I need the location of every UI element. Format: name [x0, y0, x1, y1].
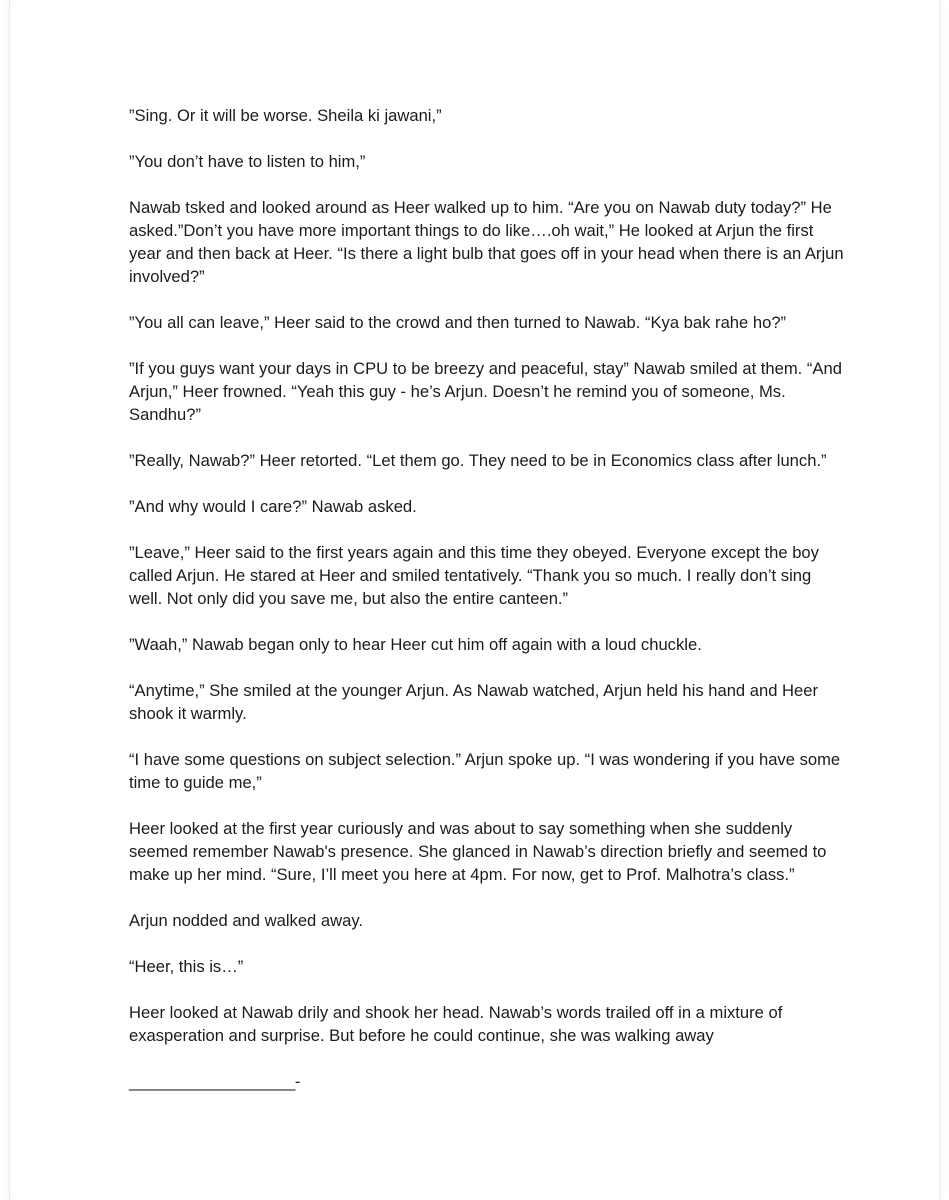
- paragraph: ”If you guys want your days in CPU to be breezy and peaceful, stay” Nawab smiled at them. “And Arjun,” Heer frowned. “Yeah this guy - he’s Arjun. Doesn’t he remind you of someone, Ms. Sandhu?”: [129, 359, 842, 424]
- paragraph: “Anytime,” She smiled at the younger Arjun. As Nawab watched, Arjun held his hand and Heer shook it warmly.: [129, 681, 819, 723]
- document-body: [129, 104, 849, 1093]
- paragraph: Heer looked at Nawab drily and shook her head. Nawab’s words trailed off in a mixture of exasperation and surprise. But before he could continue, she was walking away: [129, 1003, 783, 1045]
- paragraph: ”Leave,” Heer said to the first years again and this time they obeyed. Everyone except the boy called Arjun. He stared at Heer and smiled tentatively. “Thank you so much. I really don’t sing well. Not only did you save me, but also the entire canteen.”: [129, 543, 819, 608]
- paragraph: ”Really, Nawab?” Heer retorted. “Let them go. They need to be in Economics class after lunch.”: [129, 451, 827, 470]
- paragraph: “Heer, this is…”: [129, 957, 244, 976]
- paragraph: Nawab tsked and looked around as Heer walked up to him. “Are you on Nawab duty today?” He asked.”Don’t you have more important things to do like….oh wait,” He looked at Arjun the first year and then back at Heer. “Is there a light bulb that goes off in your head when there is an Arjun involved?”: [129, 198, 844, 286]
- paragraph: ”And why would I care?” Nawab asked.: [129, 497, 417, 516]
- paragraph: ”Sing. Or it will be worse. Sheila ki jawani,”: [129, 106, 442, 125]
- paragraph: “I have some questions on subject selection.” Arjun spoke up. “I was wondering if you have some time to guide me,”: [129, 750, 841, 792]
- document-page: [10, 0, 939, 1200]
- section-divider: ___________________-: [129, 1072, 300, 1091]
- paragraph: Heer looked at the first year curiously and was about to say something when she suddenly seemed remember Nawab's presence. She glanced in Nawab’s direction briefly and seemed to make up her mind. “Sure, I’ll meet you here at 4pm. For now, get to Prof. Malhotra’s class.”: [129, 819, 827, 884]
- paragraph: ”Waah,” Nawab began only to hear Heer cut him off again with a loud chuckle.: [129, 635, 702, 654]
- paragraph: Arjun nodded and walked away.: [129, 911, 364, 930]
- paragraph: ”You all can leave,” Heer said to the crowd and then turned to Nawab. “Kya bak rahe ho?”: [129, 313, 787, 332]
- paragraph: ”You don’t have to listen to him,”: [129, 152, 366, 171]
